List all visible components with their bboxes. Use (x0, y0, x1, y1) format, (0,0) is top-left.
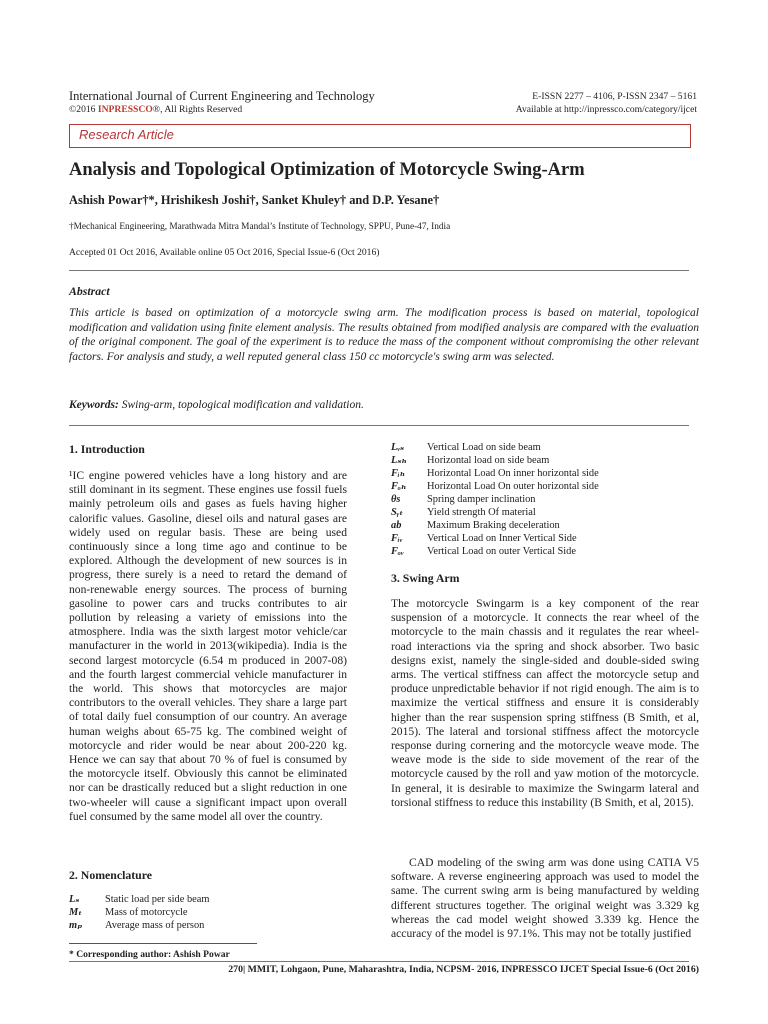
nomenclature-symbol: Mₜ (69, 907, 83, 918)
author-list: Ashish Powar†*, Hrishikesh Joshi†, Sanket Khuley† and D.P. Yesane† (69, 193, 440, 207)
nomenclature-symbol: Fᵢᵥ (391, 533, 403, 544)
nomenclature-desc: Horizontal Load On inner horizontal side (427, 468, 599, 479)
affiliation: †Mechanical Engineering, Marathwada Mitra Mandal’s Institute of Technology, SPPU, Pune-47, India (69, 222, 451, 232)
nomenclature-symbol: ab (391, 520, 402, 531)
swing-arm-heading: 3. Swing Arm (391, 571, 460, 585)
availability-link[interactable]: Available at http://inpressco.com/category/ijcet (515, 104, 697, 115)
swing-arm-para2: CAD modeling of the swing arm was done using CATIA V5 software. A reverse engineering approach was used to model the same. The current swing arm is being manufactured by welding different structures together. The original weight was 3.329 kg whereas the cad model weight showed 3.339 kg. Hence the accuracy of the model is 97.1%. This may not be totally justified (391, 856, 699, 941)
nomenclature-desc: Spring damper inclination (427, 494, 536, 505)
publisher-brand: INPRESSCO (97, 104, 153, 115)
nomenclature-desc: Horizontal load on side beam (427, 455, 550, 466)
nomenclature-symbol: Fₒᵥ (391, 546, 404, 557)
nomenclature-symbol: mₚ (69, 920, 83, 931)
nomenclature-desc: Mass of motorcycle (105, 907, 188, 918)
nomenclature-desc: Static load per side beam (105, 894, 210, 905)
nomenclature-symbol: Lᵥₛ (391, 442, 405, 453)
journal-header (69, 89, 449, 115)
nomenclature-left (69, 893, 269, 937)
nomenclature-desc: Average mass of person (105, 920, 205, 931)
publication-dates: Accepted 01 Oct 2016, Available online 05 Oct 2016, Special Issue-6 (Oct 2016) (69, 247, 380, 258)
nomenclature-right (391, 441, 691, 559)
journal-name: International Journal of Current Engineering and Technology (69, 89, 375, 103)
divider-abstract (69, 425, 689, 426)
abstract-text: This article is based on optimization of a motorcycle swing arm. The modification process is based on material, topological modification and validation using finite element analysis. The results obtained from modified analysis are compared with the evaluation of the original component. The goal of the experiment is to reduce the mass of the component without compromising the other relevant factors. For analysis and study, a well reputed general class 150 cc motorcycle's swing arm was selected. (69, 307, 699, 363)
intro-heading: 1. Introduction (69, 442, 145, 456)
nomenclature-symbol: Lₛ (69, 894, 80, 905)
nomenclature-symbol: Fᵢₕ (391, 468, 406, 479)
nomenclature-heading: 2. Nomenclature (69, 868, 152, 882)
nomenclature-symbol: θs (391, 494, 401, 505)
abstract-heading: Abstract (69, 284, 110, 298)
paper-title: Analysis and Topological Optimization of Motorcycle Swing-Arm (69, 160, 585, 180)
nomenclature-symbol: Sᵧₜ (391, 507, 404, 518)
issn-line: E-ISSN 2277 – 4106, P-ISSN 2347 – 5161 (532, 91, 697, 102)
nomenclature-desc: Yield strength Of material (427, 507, 536, 518)
divider-top (69, 270, 689, 271)
footnote-divider (69, 943, 257, 944)
nomenclature-desc: Vertical Load on outer Vertical Side (427, 546, 576, 557)
nomenclature-desc: Vertical Load on Inner Vertical Side (427, 533, 577, 544)
keywords-label: Keywords: (69, 399, 119, 411)
keywords-text: Swing-arm, topological modification and validation. (118, 399, 364, 411)
divider-footer (69, 961, 689, 962)
swing-arm-para1: The motorcycle Swingarm is a key component of the rear suspension of a motorcycle. It connects the rear wheel of the motorcycle to the main chassis and it regulates the rear wheel-road interactions via the spring and shock absorber. Two basic designs exist, namely the single-sided and double-sided swing arms. The vertical stiffness can affect the motorcycle setup and produce unpredictable behavior if not rigid enough. The aim is to maximize the vertical stiffness and ensure it is considerably higher than the rear suspension spring stiffness (B Smith, et al, 2015). The lateral and torsional stiffness affect the motorcycle response during cornering and the motorcycle weave mode. The weave mode is the side to side movement of the rear of the motorcycle caused by the roll and yaw motion of the motorcycle. In general, it is desirable to maximize the Swingarm lateral and torsional stiffness to reduce this instability (B Smith, et al, 2015). (391, 597, 699, 809)
copyright-suffix: ®, All Rights Reserved (152, 104, 243, 115)
corresponding-author: * Corresponding author: Ashish Powar (69, 949, 230, 960)
copyright-line (69, 104, 449, 115)
keywords (69, 399, 364, 411)
copyright-prefix: ©2016 (69, 104, 98, 115)
nomenclature-symbol: Fₒₕ (391, 481, 407, 492)
intro-text: ¹IC engine powered vehicles have a long history and are still dominant in its segment. These engines use fossil fuels mainly petroleum oils and gases as fuels having higher calorific values. Gasoline, diesel oils and natural gases are widely used on regular basis. These are being used continuously since a long time ago and continue to be explored. Although the development of new sources is in progress, there surely is a need to retard the demand of non-renewable energy sources. The process of burning gasoline to power cars and trucks contributes to air pollution by releasing a variety of emissions into the atmosphere. India was the sixth largest motor vehicle/car manufacturer in the world in 2013(wikipedia). India is the second largest motorcycle (6.54 m produced in 2007-08) and the fourth largest commercial vehicle manufacturer in the world. This shows that motorcycles are major contributors to the overall vehicles. They share a large part of total daily fuel consumption of our country. An average human weighs about 65-75 kg. The combined weight of motorcycle and rider would be near about 200-220 kg. Hence we can say that about 70 % of fuel is consumed by the motorcycle itself. Obviously this cannot be eliminated nor can be drastically reduced but a slight reduction in one two-wheeler will cause a significant impact upon overall fuel consumed by the same model all over the country. (69, 469, 347, 823)
nomenclature-desc: Vertical Load on side beam (427, 442, 541, 453)
nomenclature-desc: Maximum Braking deceleration (427, 520, 560, 531)
page-footer: 270| MMIT, Lohgaon, Pune, Maharashtra, India, NCPSM- 2016, INPRESSCO IJCET Special Issue-6 (Oct 2016) (228, 964, 699, 975)
article-type-label: Research Article (79, 127, 174, 142)
nomenclature-symbol: Lₛₕ (391, 455, 407, 466)
issn-block (516, 90, 697, 116)
nomenclature-desc: Horizontal Load On outer horizontal side (427, 481, 599, 492)
